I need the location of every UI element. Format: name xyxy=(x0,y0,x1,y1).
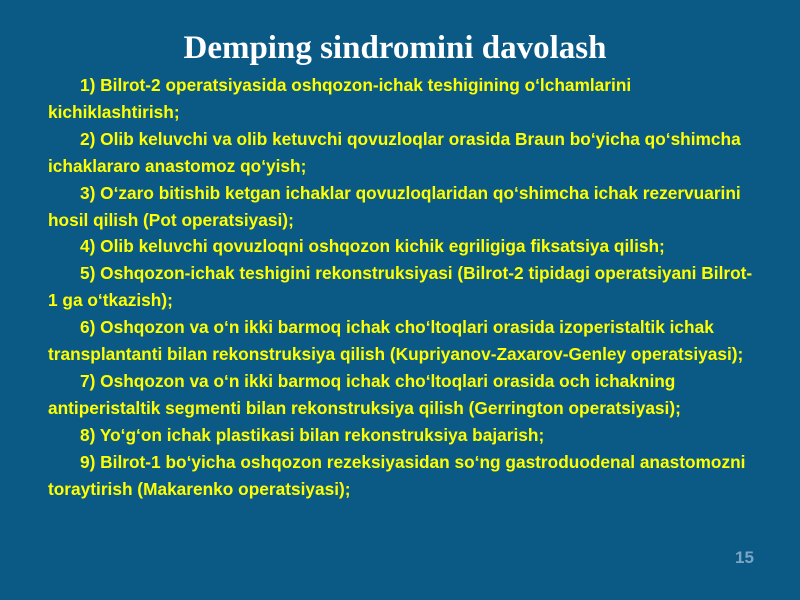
list-item: 2) Olib keluvchi va olib ketuvchi qovuzloqlar orasida Braun bo‘yicha qo‘shimcha ichaklararo anastomoz qo‘yish; xyxy=(48,128,741,176)
list-item: 1) Bilrot-2 operatsiyasida oshqozon-ichak teshigining o‘lchamlarini kichiklashtirish; xyxy=(48,75,632,122)
list-item: 9) Bilrot-1 bo‘yicha oshqozon rezeksiyasidan so‘ng gastroduodenal anastomozni toraytirish (Makarenko operatsiyasi); xyxy=(48,451,746,499)
page-number: 15 xyxy=(735,548,754,567)
list-item: 6) Oshqozon va o‘n ikki barmoq ichak cho‘ltoqlari orasida izoperistaltik ichak transplantanti bilan rekonstruksiya qilish (Kupriyanov-Zaxarov-Genley operatsiyasi); xyxy=(48,317,744,365)
list-item: 7) Oshqozon va o‘n ikki barmoq ichak cho‘ltoqlari orasida och ichakning antiperistaltik segmenti bilan rekonstruksiya qilish (Gerrington operatsiyasi); xyxy=(48,370,681,418)
treatment-list xyxy=(48,72,760,503)
slide-title: Demping sindromini davolash xyxy=(183,30,607,66)
list-item: 4) Olib keluvchi qovuzloqni oshqozon kichik egriligiga fiksatsiya qilish; xyxy=(80,236,665,257)
list-item: 8) Yo‘g‘on ichak plastikasi bilan rekonstruksiya bajarish; xyxy=(80,424,545,445)
list-item: 3) O‘zaro bitishib ketgan ichaklar qovuzloqlaridan qo‘shimcha ichak rezervuarini hosil qilish (Pot operatsiyasi); xyxy=(48,182,741,230)
list-item: 5) Oshqozon-ichak teshigini rekonstruksiyasi (Bilrot-2 tipidagi operatsiyani Bilrot-1 ga o‘tkazish); xyxy=(48,263,753,311)
